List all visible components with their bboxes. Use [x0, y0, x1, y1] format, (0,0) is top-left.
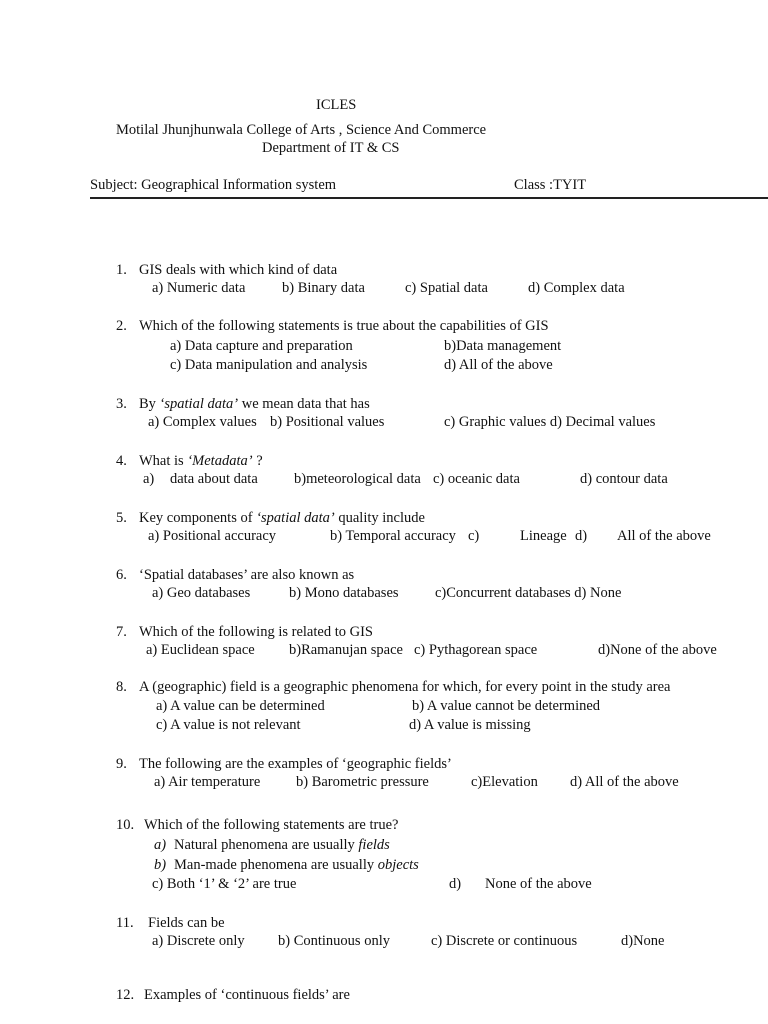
- q10-option-b-label: b): [154, 857, 167, 873]
- q5-option-a: a) Positional accuracy: [148, 528, 277, 544]
- q9-option-b: b) Barometric pressure: [296, 774, 429, 790]
- q3-text: By ‘spatial data’ we mean data that has: [139, 396, 370, 412]
- header-rule: [90, 197, 768, 199]
- q12-text: Examples of ‘continuous fields’ are: [144, 987, 350, 1003]
- q2-option-d: d) All of the above: [444, 357, 553, 373]
- department-name: Department of IT & CS: [262, 140, 400, 156]
- q12-number: 12.: [116, 987, 135, 1003]
- q11-option-c: c) Discrete or continuous: [431, 933, 578, 949]
- class-line: Class :TYIT: [514, 177, 587, 193]
- subject-line: Subject: Geographical Information system: [90, 177, 337, 193]
- q10-option-a-emphasis: fields: [358, 837, 390, 853]
- q4-option-a-label: a): [143, 471, 155, 487]
- q6-option-b: b) Mono databases: [289, 585, 399, 601]
- q1-option-c: c) Spatial data: [405, 280, 488, 296]
- q4-option-c: c) oceanic data: [433, 471, 520, 487]
- q10-option-b-emphasis: objects: [377, 857, 419, 873]
- q3-emphasis: ‘spatial data’: [159, 396, 239, 412]
- q1-text: GIS deals with which kind of data: [139, 262, 338, 278]
- q3-option-b: b) Positional values: [270, 414, 385, 430]
- q7-number: 7.: [116, 624, 127, 640]
- q1-option-b: b) Binary data: [282, 280, 365, 296]
- q11-option-b: b) Continuous only: [278, 933, 390, 949]
- q2-option-a: a) Data capture and preparation: [170, 338, 353, 354]
- q10-option-d: None of the above: [485, 876, 592, 892]
- q8-option-c: c) A value is not relevant: [156, 717, 301, 733]
- q9-option-a: a) Air temperature: [154, 774, 261, 790]
- q10-number: 10.: [116, 817, 135, 833]
- q5-number: 5.: [116, 510, 127, 526]
- q10-text: Which of the following statements are true?: [144, 817, 399, 833]
- q7-option-a: a) Euclidean space: [146, 642, 255, 658]
- q5-option-d: All of the above: [617, 528, 711, 544]
- q6-option-a: a) Geo databases: [152, 585, 251, 601]
- q7-text: Which of the following is related to GIS: [139, 624, 373, 640]
- q5-option-c-label: c): [468, 528, 480, 544]
- q3-number: 3.: [116, 396, 127, 412]
- q9-text: The following are the examples of ‘geographic fields’: [139, 756, 452, 772]
- q1-option-d: d) Complex data: [528, 280, 625, 296]
- q10-option-b: Man-made phenomena are usually objects: [174, 857, 419, 873]
- q4-text: What is ‘Metadata’ ?: [139, 453, 263, 469]
- q9-option-d: d) All of the above: [570, 774, 679, 790]
- q3-option-a: a) Complex values: [148, 414, 257, 430]
- q6-number: 6.: [116, 567, 127, 583]
- q11-text: Fields can be: [148, 915, 225, 931]
- q7-option-d: d)None of the above: [598, 642, 717, 658]
- q8-text: A (geographic) field is a geographic phenomena for which, for every point in the study area: [139, 679, 671, 695]
- q10-option-d-label: d): [449, 876, 462, 892]
- q3-option-cd: c) Graphic values d) Decimal values: [444, 414, 656, 430]
- q1-option-a: a) Numeric data: [152, 280, 246, 296]
- q11-option-a: a) Discrete only: [152, 933, 245, 949]
- q4-option-d: d) contour data: [580, 471, 668, 487]
- q2-option-b: b)Data management: [444, 338, 562, 354]
- q9-option-c: c)Elevation: [471, 774, 538, 790]
- q4-option-b: b)meteorological data: [294, 471, 421, 487]
- org-title: ICLES: [316, 97, 357, 113]
- q8-option-a: a) A value can be determined: [156, 698, 325, 714]
- q5-emphasis: ‘spatial data’: [256, 510, 335, 526]
- q6-option-cd: c)Concurrent databases d) None: [435, 585, 622, 601]
- q4-emphasis: ‘Metadata’: [187, 453, 253, 469]
- q11-option-d: d)None: [621, 933, 665, 949]
- q9-number: 9.: [116, 756, 127, 772]
- q2-number: 2.: [116, 318, 127, 334]
- q4-option-a: data about data: [170, 471, 258, 487]
- q10-option-a: Natural phenomena are usually fields: [174, 837, 390, 853]
- q11-number: 11.: [116, 915, 134, 931]
- q10-option-c: c) Both ‘1’ & ‘2’ are true: [152, 876, 297, 892]
- q10-option-a-label: a): [154, 837, 167, 853]
- q8-option-d: d) A value is missing: [409, 717, 531, 733]
- q1-number: 1.: [116, 262, 127, 278]
- q5-option-c: Lineage: [520, 528, 567, 544]
- q5-option-b: b) Temporal accuracy: [330, 528, 456, 544]
- q5-option-d-label: d): [575, 528, 588, 544]
- q7-option-c: c) Pythagorean space: [414, 642, 538, 658]
- q8-option-b: b) A value cannot be determined: [412, 698, 601, 714]
- q4-number: 4.: [116, 453, 127, 469]
- q2-text: Which of the following statements is true about the capabilities of GIS: [139, 318, 549, 334]
- q7-option-b: b)Ramanujan space: [289, 642, 403, 658]
- q8-number: 8.: [116, 679, 127, 695]
- q5-text: Key components of ‘spatial data’ quality include: [139, 510, 425, 526]
- q2-option-c: c) Data manipulation and analysis: [170, 357, 368, 373]
- q6-text: ‘Spatial databases’ are also known as: [139, 567, 355, 583]
- college-name: Motilal Jhunjhunwala College of Arts , Science And Commerce: [116, 122, 487, 138]
